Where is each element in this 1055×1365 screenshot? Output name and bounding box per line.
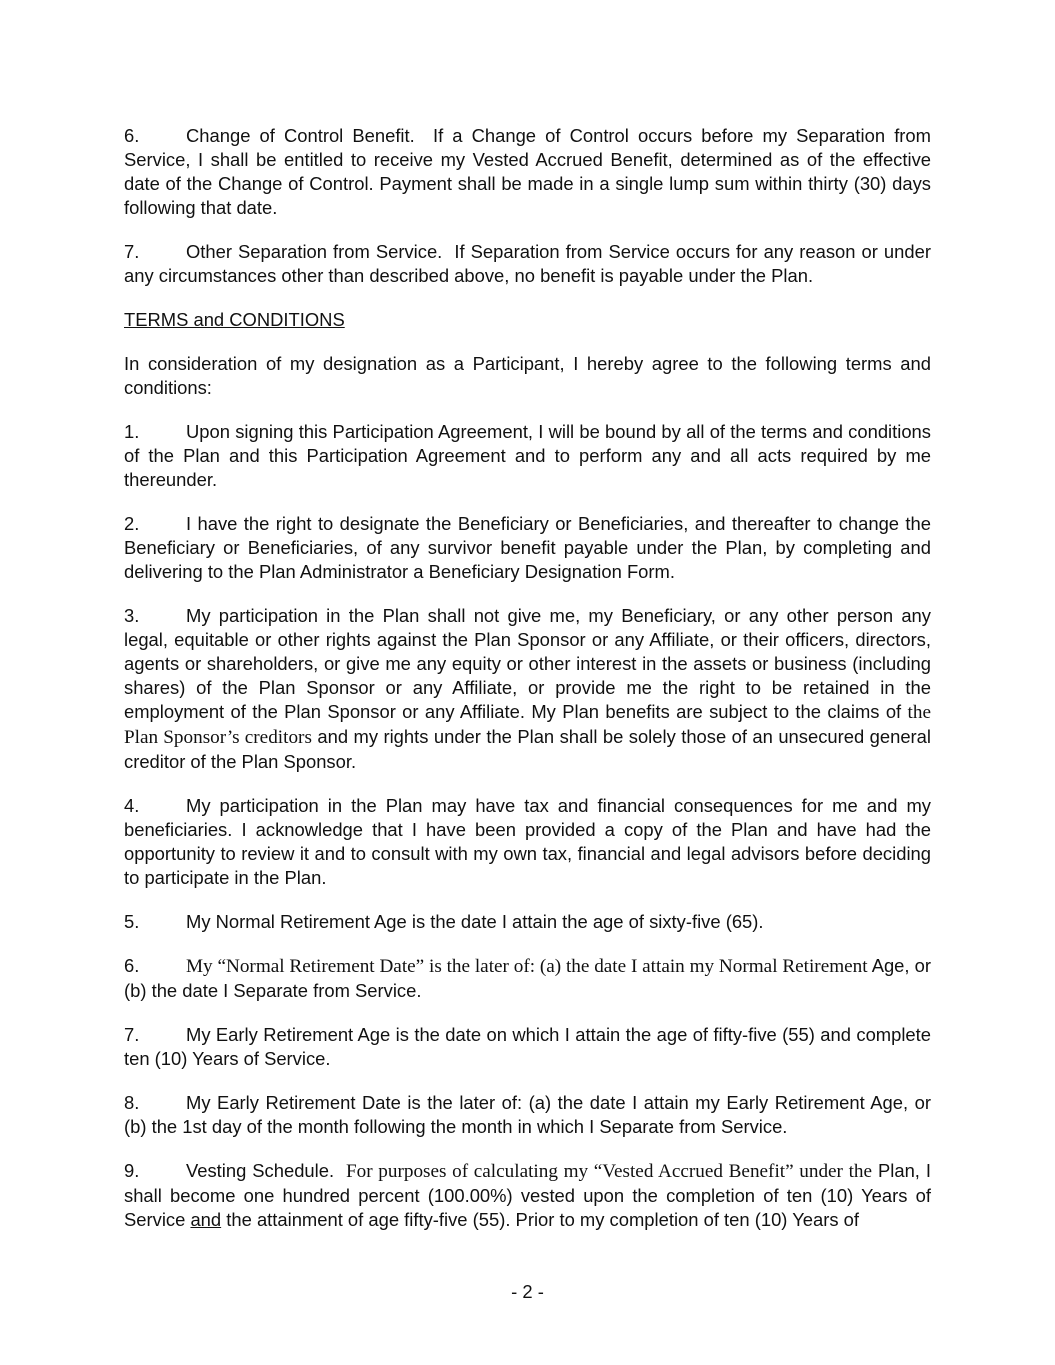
paragraph-text-continued: and my rights under the Plan shall be solely those of an unsecured general creditor of the Plan Sponsor. bbox=[124, 726, 931, 772]
paragraph-text: My participation in the Plan may have tax and financial consequences for me and my beneficiaries. I acknowledge that I have been provided a copy of the Plan and have had the opportunity to review it and to consult with my own tax, financial and legal advisors before deciding to participate in the Plan. bbox=[124, 795, 931, 888]
page-number: - 2 - bbox=[511, 1281, 544, 1302]
paragraph-number: 2. bbox=[124, 513, 140, 534]
paragraph-text: If a Change of Control occurs before my Separation from Service, I shall be entitled to receive my Vested Accrued Benefit, determined as of the effective date of the Change of Control. Payment shall be made in a single lump sum within thirty (30) days following that date. bbox=[124, 125, 931, 218]
paragraph-number: 7. bbox=[124, 241, 140, 262]
term-item-3 bbox=[124, 604, 931, 774]
underlined-word: and bbox=[190, 1209, 222, 1230]
paragraph-number: 4. bbox=[124, 795, 140, 816]
paragraph-number: 5. bbox=[124, 911, 140, 932]
section-change-of-control bbox=[124, 124, 931, 220]
paragraph-text: If Separation from Service occurs for any reason or under any circumstances other than described above, no benefit is payable under the Plan. bbox=[124, 241, 931, 286]
paragraph-title: Change of Control Benefit. bbox=[186, 125, 415, 146]
paragraph-number: 1. bbox=[124, 421, 140, 442]
paragraph-text: My participation in the Plan shall not give me, my Beneficiary, or any other person any legal, equitable or other rights against the Plan Sponsor or any Affiliate, or their officers, directors, agents or shareholders, or give me any equity or other interest in the assets or business (including shares) of the Plan Sponsor or any Affiliate, or provide me the right to be retained in the employment of the Plan Sponsor or any Affiliate. My Plan benefits are subject to the claims of bbox=[124, 605, 931, 722]
section-other-separation bbox=[124, 240, 931, 288]
paragraph-number: 3. bbox=[124, 605, 140, 626]
paragraph-text-continued: the attainment of age fifty-five (55). Prior to my completion of ten (10) Years of bbox=[226, 1209, 860, 1230]
term-item-5 bbox=[124, 910, 931, 934]
paragraph-title: Vesting Schedule. bbox=[186, 1160, 335, 1181]
paragraph-text-serif: My “Normal Retirement Date” is the later of: (a) the date I attain my Normal Retirement bbox=[186, 956, 868, 977]
paragraph-number: 6. bbox=[124, 955, 140, 976]
paragraph-text: Plan, I shall become one hundred percent (100.00%) vested upon the completion of ten (10) Years of Service bbox=[124, 1160, 931, 1230]
terms-heading: TERMS and CONDITIONS bbox=[124, 309, 345, 330]
term-item-2 bbox=[124, 512, 931, 584]
terms-intro: In consideration of my designation as a Participant, I hereby agree to the following terms and conditions: bbox=[124, 353, 931, 398]
term-item-8 bbox=[124, 1091, 931, 1139]
paragraph-number: 8. bbox=[124, 1092, 140, 1113]
term-item-6 bbox=[124, 954, 931, 1003]
paragraph-text-serif: the Plan Sponsor’s creditors bbox=[124, 702, 931, 748]
paragraph-title: Other Separation from Service. bbox=[186, 241, 443, 262]
paragraph-text: My Normal Retirement Age is the date I attain the age of sixty-five (65). bbox=[186, 911, 764, 932]
term-item-1 bbox=[124, 420, 931, 492]
paragraph-text: My Early Retirement Date is the later of: (a) the date I attain my Early Retirement Age, or (b) the 1st day of the month following the month in which I Separate from Service. bbox=[124, 1092, 931, 1137]
document-page bbox=[124, 124, 931, 1252]
paragraph-number: 7. bbox=[124, 1024, 140, 1045]
paragraph-text: My Early Retirement Age is the date on which I attain the age of fifty-five (55) and complete ten (10) Years of Service. bbox=[124, 1024, 931, 1069]
paragraph-text: I have the right to designate the Beneficiary or Beneficiaries, and thereafter to change the Beneficiary or Beneficiaries, of any survivor benefit payable under the Plan, by completing and delivering to the Plan Administrator a Beneficiary Designation Form. bbox=[124, 513, 931, 582]
paragraph-number: 6. bbox=[124, 125, 140, 146]
term-item-7 bbox=[124, 1023, 931, 1071]
paragraph-number: 9. bbox=[124, 1160, 140, 1181]
term-item-9 bbox=[124, 1159, 931, 1232]
paragraph-text: Upon signing this Participation Agreement, I will be bound by all of the terms and conditions of the Plan and this Participation Agreement and to perform any and all acts required by me thereunder. bbox=[124, 421, 931, 490]
paragraph-text-continued: Age, or (b) the date I Separate from Service. bbox=[124, 955, 931, 1001]
term-item-4 bbox=[124, 794, 931, 890]
paragraph-text-serif: For purposes of calculating my “Vested Accrued Benefit” under the bbox=[346, 1161, 873, 1182]
